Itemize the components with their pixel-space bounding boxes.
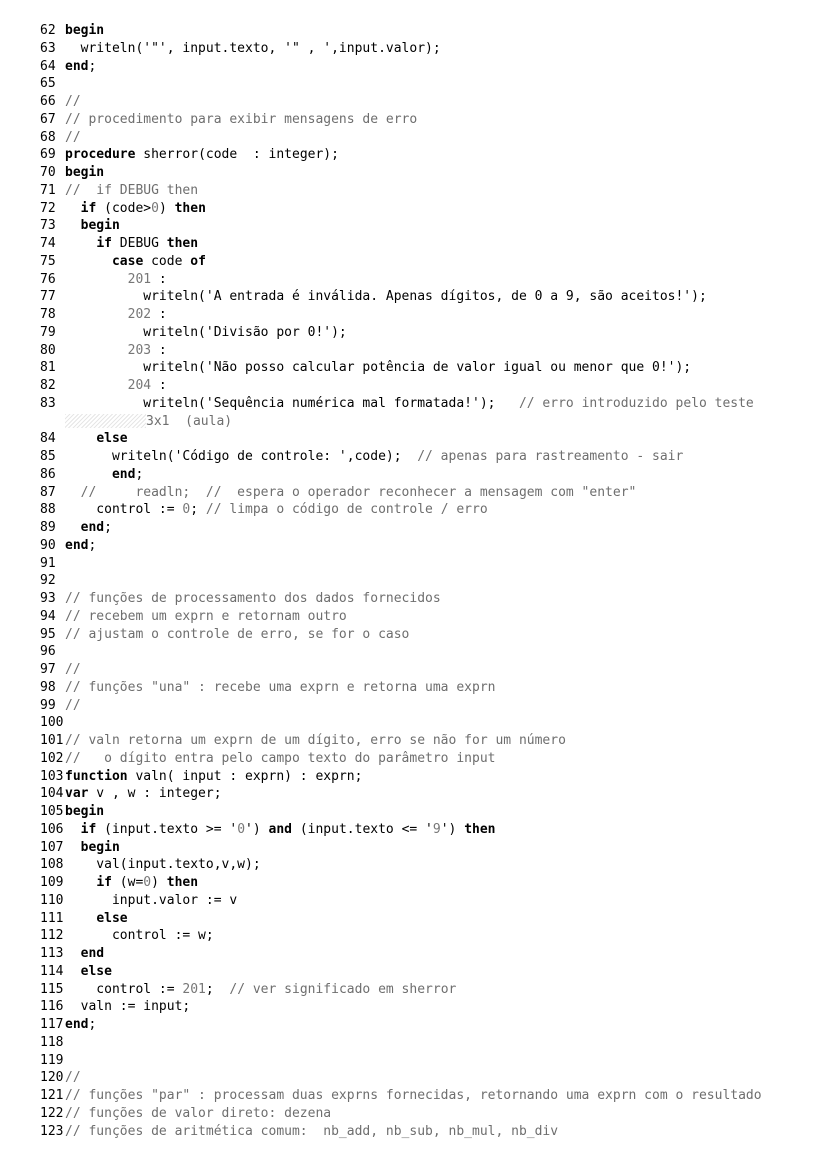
code-text: DEBUG xyxy=(111,236,167,251)
code-line xyxy=(0,626,826,644)
code-content xyxy=(65,40,441,58)
number-literal: 0 xyxy=(143,875,152,890)
line-number: 101 xyxy=(40,733,64,748)
comment: // procedimento para exibir mensagens de erro xyxy=(65,111,418,127)
line-number: 69 xyxy=(40,147,56,163)
comment: // funções de aritmética comum: nb_add, nb_sub, nb_mul, nb_div xyxy=(65,1123,559,1139)
code-line xyxy=(0,981,826,999)
code-text: input.valor := v xyxy=(65,892,238,908)
code-line xyxy=(0,679,826,697)
keyword: of xyxy=(190,253,206,269)
comment: // xyxy=(65,94,81,109)
code-text xyxy=(65,875,96,890)
code-line xyxy=(0,1123,826,1141)
code-text: ') xyxy=(245,821,269,837)
code-line xyxy=(0,164,826,182)
code-line xyxy=(0,501,826,519)
line-number: 105 xyxy=(40,804,64,819)
comment: // xyxy=(65,697,81,713)
keyword: end xyxy=(65,58,89,74)
code-line xyxy=(0,359,826,377)
code-text: ; xyxy=(88,1017,97,1032)
code-text: control := w; xyxy=(65,928,214,944)
keyword: end xyxy=(65,537,89,553)
code-text: ) xyxy=(158,200,175,216)
code-content xyxy=(65,235,198,253)
code-text: ; xyxy=(190,502,206,518)
number-literal: 0 xyxy=(182,502,191,518)
line-number: 91 xyxy=(40,555,56,571)
code-line xyxy=(0,377,826,395)
line-number: 108 xyxy=(40,857,64,873)
code-content xyxy=(65,306,167,324)
line-number: 75 xyxy=(40,253,56,269)
code-text: ; xyxy=(205,981,230,997)
code-content xyxy=(65,1016,96,1034)
code-content xyxy=(65,892,237,910)
code-line xyxy=(0,129,826,147)
code-content xyxy=(65,537,96,555)
line-number: 88 xyxy=(40,502,56,518)
line-number: 123 xyxy=(40,1123,64,1139)
code-content xyxy=(65,697,81,715)
code-text: : xyxy=(151,342,167,358)
keyword: then xyxy=(166,236,199,251)
keyword: begin xyxy=(80,218,120,234)
code-text: ; xyxy=(88,537,97,553)
keyword: and xyxy=(268,821,292,837)
line-number: 119 xyxy=(40,1052,64,1068)
code-content xyxy=(65,803,104,821)
code-line xyxy=(0,1034,826,1052)
line-number: 112 xyxy=(40,928,64,944)
number-literal: 203 xyxy=(127,342,152,358)
code-line xyxy=(0,856,826,874)
code-line xyxy=(0,945,826,963)
code-line xyxy=(0,306,826,324)
code-text xyxy=(65,218,81,233)
line-number: 93 xyxy=(40,591,56,606)
code-line xyxy=(0,572,826,590)
code-line xyxy=(0,484,826,502)
code-line xyxy=(0,342,826,360)
code-content xyxy=(65,785,222,803)
number-literal: 0 xyxy=(151,200,159,216)
line-number: 115 xyxy=(40,981,64,997)
code-text xyxy=(65,946,81,961)
keyword: begin xyxy=(65,165,105,180)
line-number: 110 xyxy=(40,892,64,908)
code-content xyxy=(65,874,198,892)
comment: // funções de processamento dos dados fornecidos xyxy=(65,591,441,606)
code-content xyxy=(65,661,81,679)
code-text xyxy=(65,520,81,535)
code-text xyxy=(65,964,81,979)
line-number: 83 xyxy=(40,395,56,411)
comment: // readln; // espera o operador reconhecer a mensagem com "enter" xyxy=(65,484,637,500)
code-content xyxy=(65,288,707,306)
line-number: 67 xyxy=(40,111,56,127)
line-number: 107 xyxy=(40,839,64,855)
keyword: end xyxy=(65,1017,89,1032)
line-number: 76 xyxy=(40,271,56,287)
code-content xyxy=(65,590,441,608)
code-line xyxy=(0,200,826,218)
number-literal: 201 xyxy=(182,981,206,997)
code-content xyxy=(65,1123,558,1141)
line-number: 63 xyxy=(40,40,56,56)
code-content xyxy=(65,679,495,697)
code-line xyxy=(0,1087,826,1105)
line-number: 95 xyxy=(40,626,56,642)
code-line xyxy=(0,111,826,129)
code-content xyxy=(65,324,347,342)
code-content xyxy=(65,22,104,40)
code-line xyxy=(0,519,826,537)
code-line xyxy=(0,430,826,448)
keyword: then xyxy=(166,875,199,890)
code-content xyxy=(65,200,206,218)
code-content xyxy=(65,271,167,289)
line-number: 97 xyxy=(40,662,56,677)
code-text xyxy=(65,378,128,393)
code-line xyxy=(0,643,826,661)
code-line xyxy=(0,1105,826,1123)
line-number: 111 xyxy=(40,910,64,926)
line-number: 64 xyxy=(40,58,56,74)
line-number: 118 xyxy=(40,1034,64,1050)
code-line xyxy=(0,697,826,715)
line-number: 113 xyxy=(40,946,64,961)
keyword: then xyxy=(464,821,496,837)
code-content xyxy=(65,58,96,76)
code-content xyxy=(65,945,104,963)
code-text xyxy=(65,201,81,216)
code-line xyxy=(0,182,826,200)
code-content xyxy=(65,750,495,768)
code-content xyxy=(65,1069,81,1087)
code-content xyxy=(65,1105,331,1123)
code-content xyxy=(65,821,496,839)
code-line xyxy=(0,714,826,732)
comment: // valn retorna um exprn de um dígito, erro se não for um número xyxy=(65,733,566,748)
comment: // ver significado em sherror xyxy=(229,981,457,997)
code-content xyxy=(65,501,488,519)
code-content xyxy=(65,164,104,182)
code-line xyxy=(0,608,826,626)
code-line xyxy=(0,58,826,76)
code-line xyxy=(0,963,826,981)
code-content xyxy=(65,484,636,502)
code-line xyxy=(0,22,826,40)
code-content xyxy=(65,129,81,147)
code-content xyxy=(65,430,128,448)
code-text xyxy=(65,822,81,837)
code-text: code xyxy=(143,253,191,269)
code-line xyxy=(0,998,826,1016)
code-content xyxy=(65,377,167,395)
code-text xyxy=(65,431,96,446)
line-number: 66 xyxy=(40,94,56,109)
code-content xyxy=(65,395,754,413)
code-text: ; xyxy=(88,58,97,74)
code-content xyxy=(65,359,691,377)
keyword: else xyxy=(96,910,128,926)
line-number: 72 xyxy=(40,200,56,216)
code-content xyxy=(65,1087,762,1105)
code-content xyxy=(65,413,232,431)
code-line xyxy=(0,1016,826,1034)
code-content xyxy=(65,732,566,750)
code-content xyxy=(65,342,167,360)
line-number: 87 xyxy=(40,484,56,500)
line-number: 90 xyxy=(40,537,56,553)
line-number: 114 xyxy=(40,963,64,979)
line-number: 92 xyxy=(40,573,56,589)
line-number: 121 xyxy=(40,1088,64,1103)
code-line xyxy=(0,40,826,58)
code-line xyxy=(0,395,826,413)
code-text xyxy=(65,236,96,251)
line-number: 116 xyxy=(40,999,64,1015)
code-text: writeln('Código de controle: ',code); xyxy=(65,449,418,464)
comment: // recebem um exprn e retornam outro xyxy=(65,608,347,624)
line-number: 99 xyxy=(40,697,56,713)
code-line xyxy=(0,732,826,750)
code-text: (w= xyxy=(111,875,144,890)
comment: // xyxy=(65,662,81,677)
comment: // o dígito entra pelo campo texto do parâmetro input xyxy=(65,750,496,766)
code-line xyxy=(0,803,826,821)
number-literal: 9 xyxy=(432,821,441,837)
code-text: valn := input; xyxy=(65,999,191,1015)
code-text: writeln('A entrada é inválida. Apenas dígitos, de 0 a 9, são aceitos!'); xyxy=(65,289,707,305)
code-line xyxy=(0,1052,826,1070)
code-line xyxy=(0,448,826,466)
code-line xyxy=(0,288,826,306)
code-content xyxy=(65,998,190,1016)
line-number: 104 xyxy=(40,786,64,802)
code-text xyxy=(65,254,112,269)
number-literal: 201 xyxy=(127,271,152,287)
line-number: 100 xyxy=(40,715,64,731)
code-content xyxy=(65,927,214,945)
code-content xyxy=(65,608,347,626)
line-number: 80 xyxy=(40,342,56,358)
code-line xyxy=(0,217,826,235)
code-content xyxy=(65,981,456,999)
line-number: 68 xyxy=(40,129,56,145)
code-content xyxy=(65,466,143,484)
code-text xyxy=(65,911,96,926)
keyword: begin xyxy=(80,839,120,855)
keyword: else xyxy=(96,431,128,447)
code-text xyxy=(65,467,112,482)
comment: // if DEBUG then xyxy=(65,182,199,198)
code-line xyxy=(0,839,826,857)
code-text: control := xyxy=(65,502,183,518)
code-text: ) xyxy=(151,875,167,890)
code-text: ; xyxy=(104,520,112,535)
code-line xyxy=(0,1069,826,1087)
code-line xyxy=(0,768,826,786)
code-text: (input.texto >= ' xyxy=(96,821,238,837)
code-content xyxy=(65,182,198,200)
code-listing xyxy=(0,22,826,1140)
line-number: 71 xyxy=(40,182,56,198)
keyword: function xyxy=(65,768,128,784)
comment: // funções "par" : processam duas exprns fornecidas, retornando uma exprn com o resultado xyxy=(65,1088,762,1103)
code-text xyxy=(65,272,128,287)
code-text: writeln('Divisão por 0!'); xyxy=(65,324,347,340)
code-line xyxy=(0,785,826,803)
code-text: writeln('Não posso calcular potência de valor igual ou menor que 0!'); xyxy=(65,360,692,376)
code-text: (input.texto <= ' xyxy=(292,821,433,837)
keyword: begin xyxy=(65,804,105,819)
code-line xyxy=(0,75,826,93)
keyword: procedure xyxy=(65,147,136,163)
line-number: 73 xyxy=(40,218,56,234)
code-line xyxy=(0,146,826,164)
keyword: begin xyxy=(65,23,105,38)
code-text: ; xyxy=(135,466,144,482)
code-line xyxy=(0,910,826,928)
code-text: ') xyxy=(440,821,465,837)
code-text: writeln('Sequência numérica mal formatada!'); xyxy=(65,395,519,411)
code-content xyxy=(65,93,81,111)
code-content xyxy=(65,768,362,786)
keyword: else xyxy=(80,963,112,979)
line-number: 96 xyxy=(40,644,56,660)
line-number: 86 xyxy=(40,466,56,482)
comment: // ajustam o controle de erro, se for o caso xyxy=(65,626,410,642)
code-content xyxy=(65,626,409,644)
code-text xyxy=(65,840,81,855)
code-line xyxy=(0,93,826,111)
code-text: : xyxy=(151,307,167,322)
comment: // apenas para rastreamento - sair xyxy=(417,449,684,464)
code-text: : xyxy=(151,378,167,393)
line-number: 89 xyxy=(40,520,56,535)
code-text: v , w : integer; xyxy=(88,786,222,802)
line-number: 109 xyxy=(40,875,64,890)
code-content xyxy=(65,963,112,981)
comment: // xyxy=(65,129,81,145)
wrap-indicator xyxy=(65,414,146,428)
code-line xyxy=(0,466,826,484)
code-line xyxy=(0,235,826,253)
line-number: 77 xyxy=(40,289,56,305)
code-line xyxy=(0,253,826,271)
code-content xyxy=(65,839,120,857)
code-text: writeln('"', input.texto, '" , ',input.valor); xyxy=(65,40,441,56)
line-number: 65 xyxy=(40,76,56,92)
code-line xyxy=(0,750,826,768)
line-number: 85 xyxy=(40,449,56,464)
number-literal: 0 xyxy=(237,821,246,837)
keyword: if xyxy=(80,200,97,216)
code-line xyxy=(0,537,826,555)
code-content xyxy=(65,146,339,164)
code-content xyxy=(65,448,683,466)
line-number: 81 xyxy=(40,360,56,376)
code-content xyxy=(65,217,120,235)
number-literal: 204 xyxy=(127,378,152,393)
keyword: if xyxy=(96,875,112,890)
comment: 3x1 (aula) xyxy=(146,413,233,429)
code-content xyxy=(65,856,261,874)
keyword: end xyxy=(80,946,105,961)
line-number: 106 xyxy=(40,821,64,837)
line-number: 78 xyxy=(40,307,56,322)
line-number: 79 xyxy=(40,324,56,340)
line-number: 70 xyxy=(40,165,56,180)
code-content xyxy=(65,910,128,928)
code-line xyxy=(0,892,826,910)
keyword: if xyxy=(96,236,112,251)
line-number: 94 xyxy=(40,608,56,624)
code-line xyxy=(0,271,826,289)
code-text: val(input.texto,v,w); xyxy=(65,857,261,873)
code-line xyxy=(0,555,826,573)
code-line xyxy=(0,927,826,945)
comment: // funções de valor direto: dezena xyxy=(65,1105,332,1121)
code-line xyxy=(0,821,826,839)
comment: // xyxy=(65,1070,81,1086)
number-literal: 202 xyxy=(127,307,152,322)
line-number: 74 xyxy=(40,236,56,251)
keyword: var xyxy=(65,786,89,802)
code-line xyxy=(0,590,826,608)
line-number: 117 xyxy=(40,1017,64,1032)
code-text: control := xyxy=(65,981,183,997)
code-text: sherror(code : integer); xyxy=(135,147,339,163)
wrapped-continuation xyxy=(0,413,826,431)
code-text: : xyxy=(151,271,167,287)
line-number: 84 xyxy=(40,431,56,447)
code-text: valn( input : exprn) : exprn; xyxy=(127,768,363,784)
code-text xyxy=(65,307,128,322)
code-text xyxy=(65,343,128,358)
comment: // erro introduzido pelo teste xyxy=(518,395,754,411)
keyword: end xyxy=(111,466,136,482)
code-line xyxy=(0,661,826,679)
code-line xyxy=(0,324,826,342)
code-content xyxy=(65,253,206,271)
keyword: case xyxy=(111,253,144,269)
line-number: 82 xyxy=(40,378,56,393)
keyword: then xyxy=(174,200,206,216)
keyword: if xyxy=(80,821,97,837)
code-line xyxy=(0,874,826,892)
line-number: 103 xyxy=(40,768,64,784)
code-text: (code> xyxy=(96,200,152,216)
comment: // limpa o código de controle / erro xyxy=(205,502,488,518)
line-number: 102 xyxy=(40,750,64,766)
line-number: 120 xyxy=(40,1070,64,1086)
code-content xyxy=(65,111,417,129)
keyword: end xyxy=(80,520,105,535)
code-content xyxy=(65,519,112,537)
comment: // funções "una" : recebe uma exprn e retorna uma exprn xyxy=(65,679,496,695)
line-number: 62 xyxy=(40,23,56,38)
line-number: 98 xyxy=(40,679,56,695)
line-number: 122 xyxy=(40,1105,64,1121)
